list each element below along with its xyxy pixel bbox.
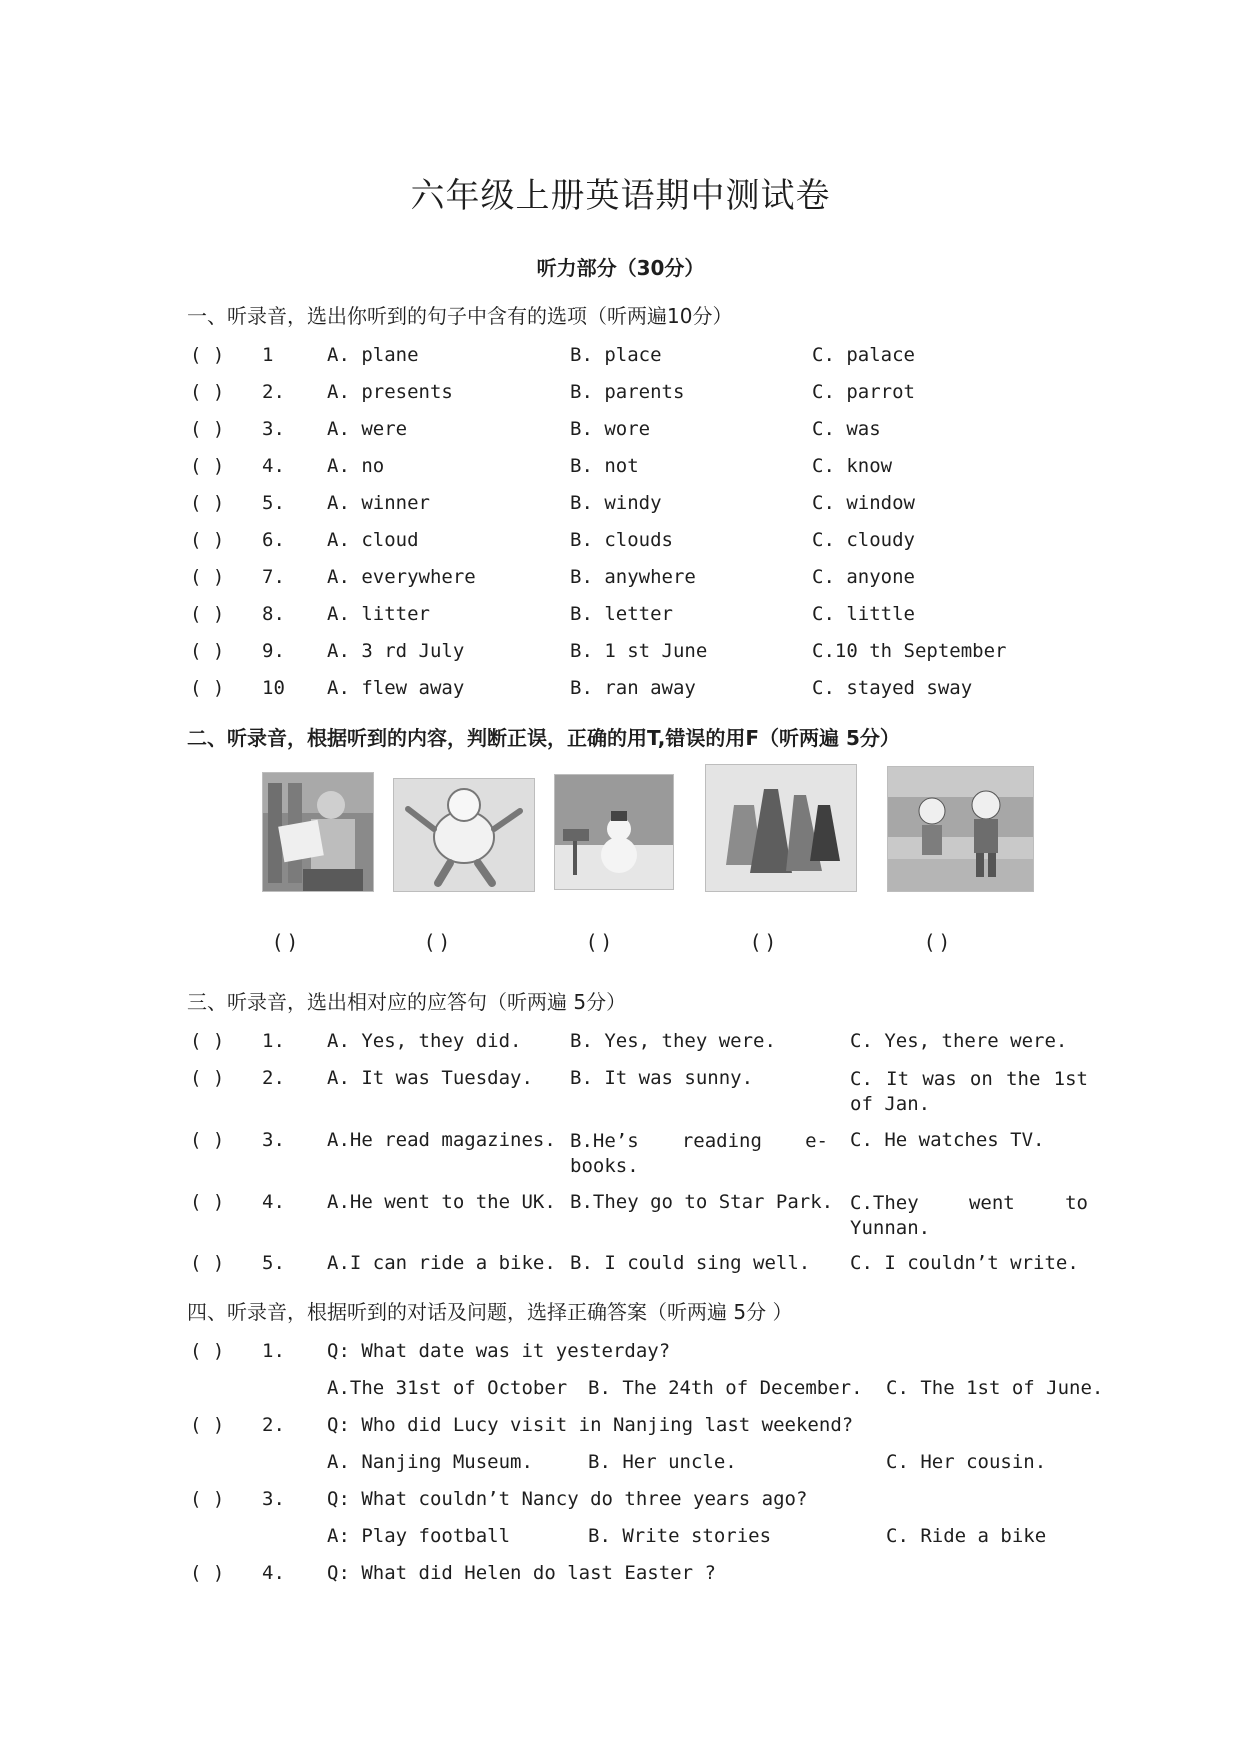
s3-item-2 xyxy=(0,1067,1241,1115)
picture-party-dresses xyxy=(705,764,857,892)
answer-blank[interactable]: ( ) xyxy=(190,1191,225,1213)
option-a: A. no xyxy=(327,455,385,477)
s1-item-6 xyxy=(0,529,1241,559)
option-a: A.He went to the UK. xyxy=(327,1191,556,1213)
question-text: Q: What did Helen do last Easter ? xyxy=(327,1562,716,1584)
option-c: C.They went to Yunnan. xyxy=(850,1192,1088,1239)
item-number: 2. xyxy=(262,1067,285,1089)
option-b: B. I could sing well. xyxy=(570,1252,811,1274)
picture-1-answer[interactable]: ( ) xyxy=(274,930,296,954)
option-b: B. anywhere xyxy=(570,566,696,588)
s1-item-7 xyxy=(0,566,1241,596)
answer-blank[interactable]: ( ) xyxy=(190,1340,225,1362)
option-c: C. know xyxy=(812,455,893,477)
question-text: Q: Who did Lucy visit in Nanjing last weekend? xyxy=(327,1414,854,1436)
option-c: C. I couldn’t write. xyxy=(850,1252,1079,1274)
item-number: 1. xyxy=(262,1340,285,1362)
option-a: A. plane xyxy=(327,344,419,366)
option-c: C.10 th September xyxy=(812,640,1007,662)
answer-blank[interactable]: ( ) xyxy=(190,344,225,366)
option-b: B. windy xyxy=(570,492,662,514)
option-a: A. 3 rd July xyxy=(327,640,465,662)
option-c: C. Her cousin. xyxy=(886,1451,1047,1473)
option-a: A. Nanjing Museum. xyxy=(327,1451,533,1473)
option-c: C. stayed sway xyxy=(812,677,973,699)
option-b: B. place xyxy=(570,344,662,366)
s1-item-9 xyxy=(0,640,1241,670)
option-c: C. The 1st of June. xyxy=(886,1377,1104,1399)
option-c: C. anyone xyxy=(812,566,915,588)
item-number: 9. xyxy=(262,640,285,662)
option-b: B. not xyxy=(570,455,639,477)
option-a: A.The 31st of October xyxy=(327,1377,568,1399)
option-b: B. It was sunny. xyxy=(570,1067,754,1089)
answer-blank[interactable]: ( ) xyxy=(190,1562,225,1584)
page-title: 六年级上册英语期中测试卷 xyxy=(410,176,831,216)
dresses-image xyxy=(706,765,856,891)
option-b: B. Yes, they were. xyxy=(570,1030,776,1052)
option-c: C. parrot xyxy=(812,381,915,403)
item-number: 2. xyxy=(262,1414,285,1436)
answer-blank[interactable]: ( ) xyxy=(190,381,225,403)
picture-two-children xyxy=(887,766,1034,892)
option-a: A. winner xyxy=(327,492,430,514)
answer-blank[interactable]: ( ) xyxy=(190,566,225,588)
option-c: C. palace xyxy=(812,344,915,366)
option-a: A. were xyxy=(327,418,408,440)
answer-blank[interactable]: ( ) xyxy=(190,529,225,551)
s1-item-5 xyxy=(0,492,1241,522)
snowman-image xyxy=(555,775,673,889)
option-c: C. window xyxy=(812,492,915,514)
s1-item-10 xyxy=(0,677,1241,707)
option-a: A: Play football xyxy=(327,1525,511,1547)
picture-snowman xyxy=(554,774,674,890)
picture-5-answer[interactable]: ( ) xyxy=(926,930,948,954)
picture-cartoon-santa xyxy=(393,778,535,892)
s3-item-3 xyxy=(0,1129,1241,1177)
item-number: 2. xyxy=(262,381,285,403)
option-b: B. 1 st June xyxy=(570,640,708,662)
s4-item-3-options xyxy=(0,1525,1241,1555)
s4-item-1-question xyxy=(0,1340,1241,1370)
item-number: 6. xyxy=(262,529,285,551)
cartoon-santa-image xyxy=(394,779,534,891)
s4-item-4-question xyxy=(0,1562,1241,1592)
question-text: Q: What couldn’t Nancy do three years ago? xyxy=(327,1488,808,1510)
listening-subtitle: 听力部分（30分） xyxy=(536,256,705,280)
item-number: 4. xyxy=(262,1191,285,1213)
section1-heading: 一、听录音，选出你听到的句子中含有的选项（听两遍10分） xyxy=(187,304,733,328)
s4-item-2-options xyxy=(0,1451,1241,1481)
answer-blank[interactable]: ( ) xyxy=(190,455,225,477)
item-number: 1 xyxy=(262,344,274,366)
option-a: A. cloud xyxy=(327,529,419,551)
picture-3-answer[interactable]: ( ) xyxy=(588,930,610,954)
item-number: 3. xyxy=(262,1488,285,1510)
item-number: 4. xyxy=(262,1562,285,1584)
option-b: B. Write stories xyxy=(588,1525,772,1547)
s1-item-2 xyxy=(0,381,1241,411)
s3-item-4 xyxy=(0,1191,1241,1239)
item-number: 10 xyxy=(262,677,285,699)
option-c: C. cloudy xyxy=(812,529,915,551)
option-b: B. The 24th of December. xyxy=(588,1377,863,1399)
s1-item-8 xyxy=(0,603,1241,633)
option-a: A. It was Tuesday. xyxy=(327,1067,533,1089)
item-number: 1. xyxy=(262,1030,285,1052)
s4-item-1-options xyxy=(0,1377,1241,1407)
option-a: A.He read magazines. xyxy=(327,1129,556,1151)
option-c: C. It was on the 1st of Jan. xyxy=(850,1068,1088,1115)
option-b: B. parents xyxy=(570,381,685,403)
s3-item-1 xyxy=(0,1030,1241,1060)
section4-heading: 四、听录音，根据听到的对话及问题，选择正确答案（听两遍 5分 ） xyxy=(187,1300,793,1324)
children-image xyxy=(888,767,1033,891)
answer-blank[interactable]: ( ) xyxy=(190,1129,225,1151)
man-reading-image xyxy=(263,773,373,891)
answer-blank[interactable]: ( ) xyxy=(190,492,225,514)
option-a: A. litter xyxy=(327,603,430,625)
section2-heading: 二、听录音，根据听到的内容，判断正误，正确的用T,错误的用F（听两遍 5分） xyxy=(187,726,900,750)
item-number: 4. xyxy=(262,455,285,477)
picture-4-answer[interactable]: ( ) xyxy=(752,930,774,954)
option-a: A. everywhere xyxy=(327,566,476,588)
item-number: 8. xyxy=(262,603,285,625)
answer-blank[interactable]: ( ) xyxy=(190,1414,225,1436)
option-a: A. Yes, they did. xyxy=(327,1030,522,1052)
item-number: 5. xyxy=(262,1252,285,1274)
option-b: B. Her uncle. xyxy=(588,1451,737,1473)
answer-blank[interactable]: ( ) xyxy=(190,1030,225,1052)
option-c: C. little xyxy=(812,603,915,625)
item-number: 7. xyxy=(262,566,285,588)
answer-blank[interactable]: ( ) xyxy=(190,1252,225,1274)
s4-item-3-question xyxy=(0,1488,1241,1518)
option-c: C. Yes, there were. xyxy=(850,1030,1068,1052)
option-b: B.He’s reading e-books. xyxy=(570,1130,828,1177)
answer-blank[interactable]: ( ) xyxy=(190,1067,225,1089)
option-a: A.I can ride a bike. xyxy=(327,1252,556,1274)
s3-item-5 xyxy=(0,1252,1241,1282)
answer-blank[interactable]: ( ) xyxy=(190,677,225,699)
option-b: B. ran away xyxy=(570,677,696,699)
picture-2-answer[interactable]: ( ) xyxy=(426,930,448,954)
item-number: 3. xyxy=(262,418,285,440)
answer-blank[interactable]: ( ) xyxy=(190,418,225,440)
question-text: Q: What date was it yesterday? xyxy=(327,1340,671,1362)
answer-blank[interactable]: ( ) xyxy=(190,640,225,662)
s1-item-3 xyxy=(0,418,1241,448)
section3-heading: 三、听录音，选出相对应的应答句（听两遍 5分） xyxy=(187,990,627,1014)
option-c: C. Ride a bike xyxy=(886,1525,1047,1547)
item-number: 5. xyxy=(262,492,285,514)
option-c: C. was xyxy=(812,418,881,440)
s1-item-1 xyxy=(0,344,1241,374)
item-number: 3. xyxy=(262,1129,285,1151)
option-b: B. wore xyxy=(570,418,651,440)
picture-man-reading-newspaper xyxy=(262,772,374,892)
option-a: A. presents xyxy=(327,381,453,403)
option-b: B. letter xyxy=(570,603,673,625)
answer-blank[interactable]: ( ) xyxy=(190,603,225,625)
option-c: C. He watches TV. xyxy=(850,1129,1045,1151)
s1-item-4 xyxy=(0,455,1241,485)
option-a: A. flew away xyxy=(327,677,465,699)
s4-item-2-question xyxy=(0,1414,1241,1444)
option-b: B.They go to Star Park. xyxy=(570,1191,834,1213)
answer-blank[interactable]: ( ) xyxy=(190,1488,225,1510)
option-b: B. clouds xyxy=(570,529,673,551)
